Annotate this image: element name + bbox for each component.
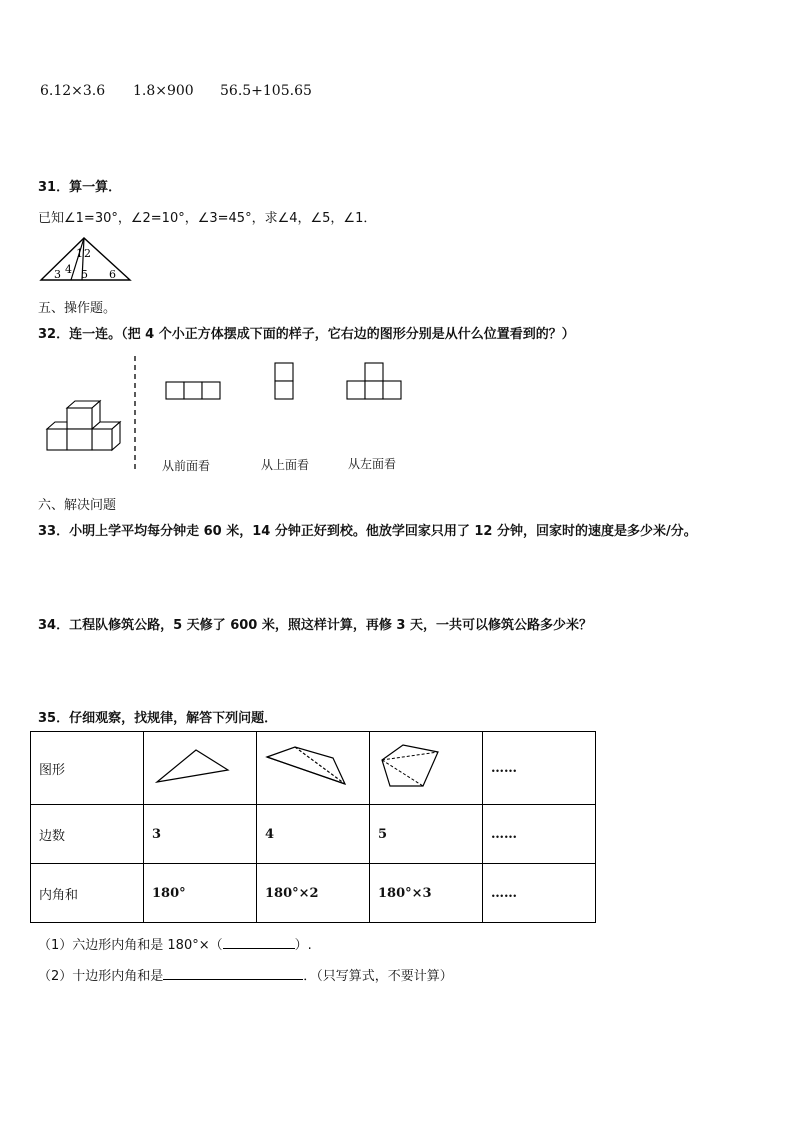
view-shape-column [274,362,294,400]
q35-sub2-after: ．（只写算式，不要计算） [303,969,453,984]
cell-pentagon [370,732,483,805]
row-label-sides: 边数 [31,805,144,864]
quadrilateral-shape [265,744,355,788]
table-row-sides [31,805,596,864]
q35-sub2-answer-blank[interactable] [163,979,303,980]
angle-label-5: 5 [81,268,88,281]
q35-title: 35．仔细观察，找规律，解答下列问题． [38,711,278,726]
table-row-shapes [31,732,596,805]
angle-sum-more: …… [483,864,596,923]
view-shape-row [165,381,221,400]
q34-text: 34．工程队修筑公路，5 天修了 600 米，照这样计算，再修 3 天，一共可以修筑公路多少米？ [38,618,592,633]
angle-sum-pentagon: 180°×3 [370,864,483,923]
dashed-divider [131,356,139,471]
cell-shape-more: …… [483,732,596,805]
expression-1: 6.12×3.6 [40,83,106,99]
angle-label-3: 3 [54,268,61,281]
row-label-shape: 图形 [31,732,144,805]
pentagon-shape [378,742,448,790]
caption-left-view: 从左面看 [348,457,397,471]
q35-sub2 [38,965,453,984]
triangle-angle-figure [38,234,134,286]
angle-sum-triangle: 180° [144,864,257,923]
sides-5: 5 [370,805,483,864]
row-label-angle-sum: 内角和 [31,864,144,923]
caption-top-view: 从上面看 [261,458,310,472]
section-5-heading: 五、操作题。 [38,301,117,316]
expression-3: 56.5+105.65 [220,83,312,99]
sides-more: …… [483,805,596,864]
q35-sub1-after: ）. [294,938,312,953]
angle-label-1: 1 [76,247,83,260]
cell-triangle [144,732,257,805]
q35-sub2-before: （2）十边形内角和是 [38,969,164,984]
polygon-table [30,731,596,923]
angle-sum-quadrilateral: 180°×2 [257,864,370,923]
q33-text: 33．小明上学平均每分钟走 60 米，14 分钟正好到校。他放学回家只用了 12 分钟，回家时的速度是多少米/分。 [38,524,697,539]
q32-text: 32．连一连。（把 4 个小正方体摆成下面的样子，它右边的图形分别是从什么位置看到的？） [38,327,575,342]
q35-sub1-answer-blank[interactable] [223,948,295,949]
angle-label-4: 4 [65,263,72,276]
cube-stack-figure [44,398,126,460]
view-shape-t [346,362,402,400]
q31-text: 已知∠1=30°，∠2=10°，∠3=45°，求∠4，∠5，∠1． [38,211,377,226]
q35-sub1-before: （1）六边形内角和是 180°×（ [38,938,223,953]
cell-quadrilateral [257,732,370,805]
caption-front-view: 从前面看 [162,459,211,473]
sides-4: 4 [257,805,370,864]
angle-label-2: 2 [84,247,91,260]
expression-2: 1.8×900 [133,83,194,99]
sides-3: 3 [144,805,257,864]
triangle-shape [152,746,232,786]
q35-sub1 [38,934,312,953]
table-row-angle-sum [31,864,596,923]
section-6-heading: 六、解决问题 [38,498,117,513]
q31-title: 31．算一算． [38,180,122,195]
angle-label-6: 6 [109,268,116,281]
